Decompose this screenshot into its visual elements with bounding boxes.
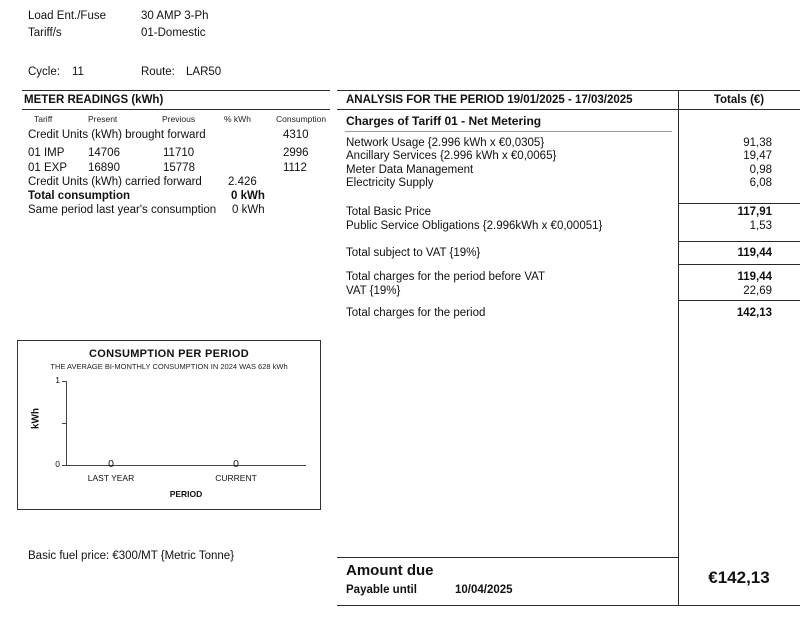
col-header-pct-kwh: % kWh bbox=[224, 114, 251, 124]
last-year-consumption-label: Same period last year's consumption bbox=[28, 204, 217, 216]
load-fuse-value: 30 AMP 3-Ph bbox=[141, 10, 209, 22]
amount-due-title: Amount due bbox=[346, 562, 434, 579]
meter-row-present: 16890 bbox=[88, 162, 120, 174]
total-basic-price-label: Total Basic Price bbox=[346, 206, 432, 218]
x-axis-label: PERIOD bbox=[169, 489, 203, 499]
meter-row-label: Credit Units (kWh) carried forward bbox=[28, 176, 202, 188]
consumption-chart bbox=[17, 340, 321, 510]
tariffs-label: Tariff/s bbox=[28, 27, 62, 39]
charges-underline bbox=[345, 131, 672, 132]
x-category-last-year: LAST YEAR bbox=[87, 473, 135, 483]
y-tick-mark bbox=[62, 381, 66, 382]
totals-separator bbox=[679, 264, 800, 265]
before-vat-value: 119,44 bbox=[737, 271, 772, 283]
y-tick-mark bbox=[62, 465, 66, 466]
payable-until-date: 10/04/2025 bbox=[455, 584, 513, 596]
total-basic-price-value: 117,91 bbox=[737, 206, 772, 218]
charge-row-value: 6,08 bbox=[749, 177, 772, 189]
meter-row-tariff: 01 IMP bbox=[28, 147, 65, 159]
vat-label: VAT {19%} bbox=[346, 285, 401, 297]
route-label: Route: bbox=[141, 66, 175, 78]
period-total-label: Total charges for the period bbox=[346, 307, 486, 319]
charge-row-value: 19,47 bbox=[743, 150, 772, 162]
fuel-price-note: Basic fuel price: €300/MT {Metric Tonne} bbox=[28, 550, 235, 562]
analysis-top-rule bbox=[337, 90, 800, 91]
vat-value: 22,69 bbox=[743, 285, 772, 297]
chart-title: CONSUMPTION PER PERIOD bbox=[88, 348, 249, 360]
meter-top-rule bbox=[22, 90, 330, 91]
analysis-period-title: ANALYSIS FOR THE PERIOD 19/01/2025 - 17/03/2025 bbox=[346, 94, 633, 106]
total-consumption-value: 0 kWh bbox=[231, 190, 265, 202]
chart-x-axis bbox=[66, 465, 306, 466]
route-value: LAR50 bbox=[186, 66, 222, 78]
analysis-header-rule bbox=[337, 109, 800, 110]
meter-row-consumption: 4310 bbox=[283, 129, 309, 141]
total-consumption-label: Total consumption bbox=[28, 190, 131, 202]
cycle-value: 11 bbox=[72, 66, 84, 78]
last-year-consumption-value: 0 kWh bbox=[232, 204, 265, 216]
meter-row-present: 14706 bbox=[88, 147, 120, 159]
period-total-value: 142,13 bbox=[736, 307, 772, 319]
totals-separator bbox=[679, 203, 800, 204]
meter-row-value: 2.426 bbox=[228, 176, 257, 188]
y-tick-mark bbox=[62, 423, 66, 424]
tariffs-value: 01-Domestic bbox=[141, 27, 206, 39]
meter-readings-title: METER READINGS (kWh) bbox=[24, 94, 164, 106]
totals-separator bbox=[679, 300, 800, 301]
charge-row-value: 0,98 bbox=[749, 164, 772, 176]
chart-y-axis bbox=[66, 381, 67, 466]
y-tick-label-1: 1 bbox=[55, 375, 60, 385]
col-header-consumption: Consumption bbox=[276, 114, 327, 124]
y-axis-label: kWh bbox=[30, 407, 42, 430]
meter-row-consumption: 1112 bbox=[283, 162, 307, 174]
col-header-previous: Previous bbox=[162, 114, 196, 124]
analysis-bottom-rule bbox=[337, 605, 800, 606]
chart-subtitle: THE AVERAGE BI-MONTHLY CONSUMPTION IN 2024 WAS 628 kWh bbox=[50, 362, 288, 371]
amount-due-top-rule bbox=[337, 557, 678, 558]
meter-row-label: Credit Units (kWh) brought forward bbox=[28, 129, 206, 141]
meter-header-rule bbox=[22, 109, 330, 110]
charge-row-label: Ancillary Services {2.996 kWh x €0,0065} bbox=[346, 150, 557, 162]
col-header-tariff: Tariff bbox=[34, 114, 53, 124]
charge-row-value: 91,38 bbox=[743, 137, 772, 149]
tariff-charges-header: Charges of Tariff 01 - Net Metering bbox=[346, 114, 542, 128]
before-vat-label: Total charges for the period before VAT bbox=[346, 271, 546, 283]
payable-until-label: Payable until bbox=[346, 584, 417, 596]
cycle-label: Cycle: bbox=[28, 66, 60, 78]
data-label-current: 0 bbox=[233, 458, 239, 470]
load-fuse-label: Load Ent./Fuse bbox=[28, 10, 106, 22]
charge-row-label: Meter Data Management bbox=[346, 164, 474, 176]
subject-vat-value: 119,44 bbox=[737, 247, 772, 259]
amount-due-total: €142,13 bbox=[708, 568, 770, 587]
subject-vat-label: Total subject to VAT {19%} bbox=[346, 247, 481, 259]
col-header-present: Present bbox=[88, 114, 118, 124]
meter-row-previous: 11710 bbox=[163, 147, 195, 159]
meter-row-tariff: 01 EXP bbox=[28, 162, 67, 174]
meter-row-previous: 15778 bbox=[163, 162, 195, 174]
pso-value: 1,53 bbox=[749, 220, 772, 232]
totals-separator bbox=[679, 241, 800, 242]
charge-row-label: Network Usage {2.996 kWh x €0,0305} bbox=[346, 137, 545, 149]
x-category-current: CURRENT bbox=[215, 473, 257, 483]
data-label-last-year: 0 bbox=[108, 458, 114, 470]
meter-row-consumption: 2996 bbox=[283, 147, 309, 159]
charge-row-label: Electricity Supply bbox=[346, 177, 434, 189]
y-tick-label-0: 0 bbox=[55, 459, 60, 469]
totals-column-header: Totals (€) bbox=[713, 94, 765, 106]
pso-label: Public Service Obligations {2.996kWh x €0,00051} bbox=[346, 220, 603, 232]
